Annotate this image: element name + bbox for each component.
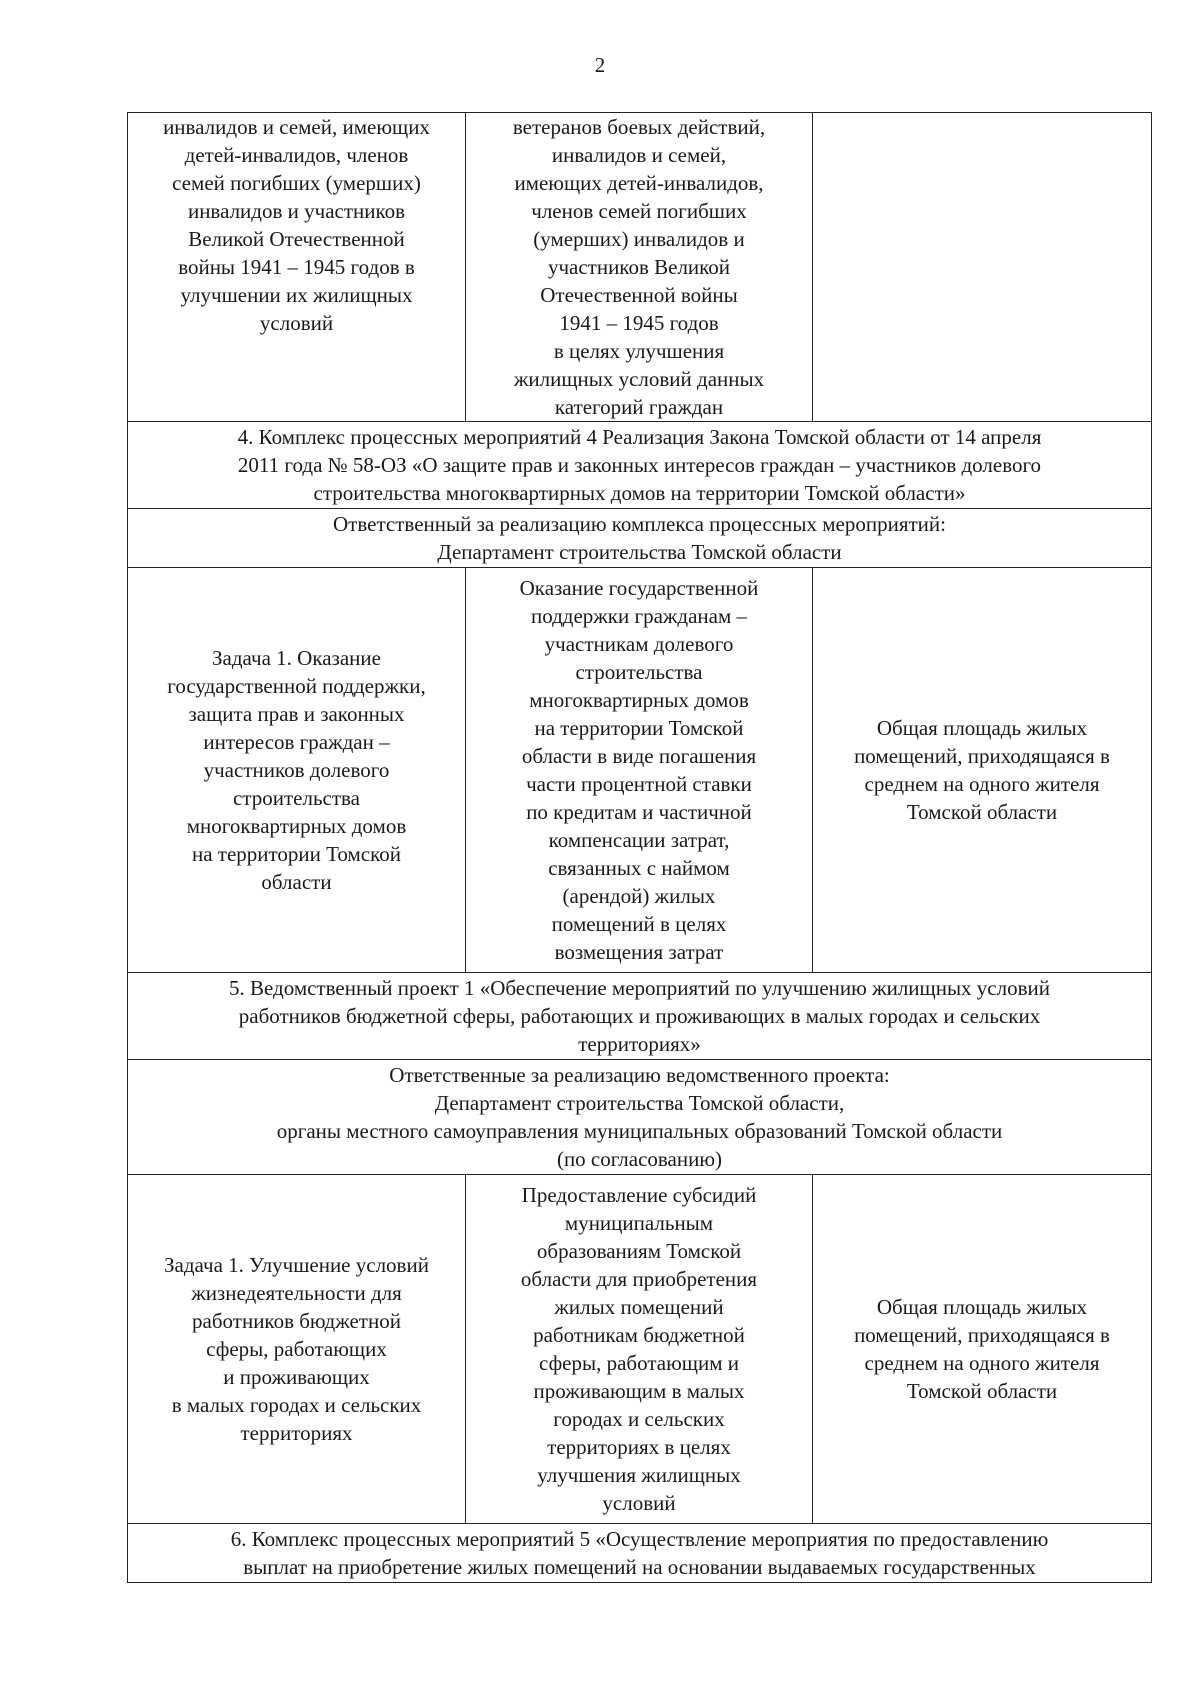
text-line: Задача 1. Оказание bbox=[212, 646, 381, 670]
text-line: Департамент строительства Томской области, bbox=[434, 1091, 845, 1115]
text-line: (арендой) жилых bbox=[562, 884, 716, 908]
text-line: Общая площадь жилых bbox=[876, 716, 1088, 740]
text-line: семей погибших (умерших) bbox=[172, 171, 421, 195]
text-line: в целях улучшения bbox=[553, 339, 725, 363]
text-line: сферы, работающим и bbox=[539, 1351, 739, 1375]
section4-responsible bbox=[128, 509, 1152, 568]
text-line: Оказание государственной bbox=[519, 576, 759, 600]
section5-title-row bbox=[128, 973, 1152, 1060]
text-line: муниципальным bbox=[564, 1211, 714, 1235]
text-line: (умерших) инвалидов и bbox=[533, 227, 745, 251]
text-line: Ответственный за реализацию комплекса процессных мероприятий: bbox=[333, 512, 946, 536]
text-line: городах и сельских bbox=[553, 1407, 725, 1431]
text-line: Отечественной войны bbox=[540, 283, 738, 307]
text-line: на территории Томской bbox=[191, 842, 401, 866]
text-line: детей-инвалидов, членов bbox=[184, 143, 409, 167]
text-line: связанных с наймом bbox=[548, 856, 730, 880]
text-line: сферы, работающих bbox=[206, 1337, 387, 1361]
section4-task-row bbox=[128, 568, 1152, 973]
text-line: жилищных условий данных bbox=[513, 367, 765, 391]
section5-responsible bbox=[128, 1060, 1152, 1175]
text-line: территориях» bbox=[578, 1032, 701, 1056]
text-line: на территории Томской bbox=[534, 716, 744, 740]
section4-title-row bbox=[128, 422, 1152, 509]
section5-task-cell bbox=[128, 1175, 466, 1524]
text-line: ветеранов боевых действий, bbox=[512, 115, 766, 139]
text-line: территориях bbox=[240, 1421, 353, 1445]
continuation-task-cell bbox=[128, 113, 466, 422]
text-line: условий bbox=[259, 311, 334, 335]
text-line: инвалидов и семей, bbox=[551, 143, 727, 167]
text-line: выплат на приобретение жилых помещений на основании выдаваемых государственных bbox=[243, 1555, 1036, 1579]
continuation-result-cell bbox=[466, 113, 813, 422]
section6-title-row bbox=[128, 1524, 1152, 1583]
text-line: работников бюджетной сферы, работающих и проживающих в малых городах и сельских bbox=[238, 1004, 1041, 1028]
text-line: помещений в целях bbox=[551, 912, 727, 936]
text-line: 4. Комплекс процессных мероприятий 4 Реализация Закона Томской области от 14 апреля bbox=[237, 425, 1042, 449]
text-line: государственной поддержки, bbox=[167, 674, 426, 698]
text-line: участников Великой bbox=[547, 255, 731, 279]
section5-indicator-cell bbox=[813, 1175, 1152, 1524]
text-line: войны 1941 – 1945 годов в bbox=[178, 255, 415, 279]
text-line: 2011 года № 58-ОЗ «О защите прав и законных интересов граждан – участников долевого bbox=[237, 453, 1042, 477]
text-line: многоквартирных домов bbox=[529, 688, 749, 712]
text-line: и проживающих bbox=[223, 1365, 370, 1389]
text-line: защита прав и законных bbox=[188, 702, 405, 726]
text-line: жилых помещений bbox=[554, 1295, 724, 1319]
section4-result-cell bbox=[466, 568, 813, 973]
text-line: по кредитам и частичной bbox=[526, 800, 752, 824]
text-line: части процентной ставки bbox=[526, 772, 752, 796]
section5-responsible-row bbox=[128, 1060, 1152, 1175]
text-line: жизнедеятельности для bbox=[191, 1281, 402, 1305]
text-line: инвалидов и участников bbox=[187, 199, 406, 223]
text-line: категорий граждан bbox=[554, 395, 724, 419]
text-line: членов семей погибших bbox=[531, 199, 747, 223]
text-line: участникам долевого bbox=[544, 632, 734, 656]
text-line: территориях в целях bbox=[547, 1435, 731, 1459]
text-line: (по согласованию) bbox=[556, 1147, 723, 1171]
text-line: проживающим в малых bbox=[533, 1379, 745, 1403]
section4-title bbox=[128, 422, 1152, 509]
section4-task-cell bbox=[128, 568, 466, 973]
text-line: улучшения жилищных bbox=[537, 1463, 741, 1487]
text-line: работникам бюджетной bbox=[533, 1323, 745, 1347]
text-line: помещений, приходящаяся в bbox=[854, 744, 1110, 768]
text-line: области для приобретения bbox=[520, 1267, 758, 1291]
text-line: 6. Комплекс процессных мероприятий 5 «Осуществление мероприятия по предоставлению bbox=[230, 1527, 1049, 1551]
text-line: органы местного самоуправления муниципальных образований Томской области bbox=[276, 1119, 1003, 1143]
text-line: имеющих детей-инвалидов, bbox=[514, 171, 764, 195]
text-line: многоквартирных домов bbox=[186, 814, 407, 838]
text-line: Задача 1. Улучшение условий bbox=[164, 1253, 429, 1277]
text-line: области в виде погашения bbox=[521, 744, 757, 768]
text-line: работников бюджетной bbox=[192, 1309, 401, 1333]
text-line: условий bbox=[602, 1491, 676, 1515]
text-line: среднем на одного жителя bbox=[864, 772, 1100, 796]
text-line: улучшении их жилищных bbox=[180, 283, 413, 307]
text-line: Великой Отечественной bbox=[188, 227, 405, 251]
continuation-row bbox=[128, 113, 1152, 422]
text-line: среднем на одного жителя bbox=[864, 1351, 1100, 1375]
text-line: Департамент строительства Томской области bbox=[437, 540, 842, 564]
measures-table bbox=[127, 112, 1152, 1583]
continuation-indicator-cell bbox=[813, 113, 1152, 422]
text-line: возмещения затрат bbox=[554, 940, 724, 964]
section4-responsible-row bbox=[128, 509, 1152, 568]
text-line: Предоставление субсидий bbox=[521, 1183, 757, 1207]
text-line: образованиям Томской bbox=[536, 1239, 742, 1263]
text-line: 5. Ведомственный проект 1 «Обеспечение мероприятий по улучшению жилищных условий bbox=[228, 976, 1051, 1000]
text-line: поддержки гражданам – bbox=[530, 604, 748, 628]
text-line: строительства bbox=[232, 786, 360, 810]
text-line: интересов граждан – bbox=[203, 730, 390, 754]
section6-title bbox=[128, 1524, 1152, 1583]
text-line: Томской области bbox=[906, 1379, 1058, 1403]
section5-title bbox=[128, 973, 1152, 1060]
text-line: 1941 – 1945 годов bbox=[559, 311, 719, 335]
text-line: строительства многоквартирных домов на территории Томской области» bbox=[313, 481, 966, 505]
page-number: 2 bbox=[594, 53, 606, 77]
text-line: области bbox=[261, 870, 332, 894]
section5-task-row bbox=[128, 1175, 1152, 1524]
text-line: помещений, приходящаяся в bbox=[854, 1323, 1110, 1347]
text-line: инвалидов и семей, имеющих bbox=[163, 115, 430, 139]
section4-indicator-cell bbox=[813, 568, 1152, 973]
text-line: участников долевого bbox=[203, 758, 390, 782]
text-line: строительства bbox=[575, 660, 703, 684]
text-line: Ответственные за реализацию ведомственного проекта: bbox=[389, 1063, 890, 1087]
text-line: Общая площадь жилых bbox=[876, 1295, 1088, 1319]
text-line: в малых городах и сельских bbox=[171, 1393, 422, 1417]
text-line: компенсации затрат, bbox=[548, 828, 730, 852]
section5-result-cell bbox=[466, 1175, 813, 1524]
text-line: Томской области bbox=[906, 800, 1058, 824]
